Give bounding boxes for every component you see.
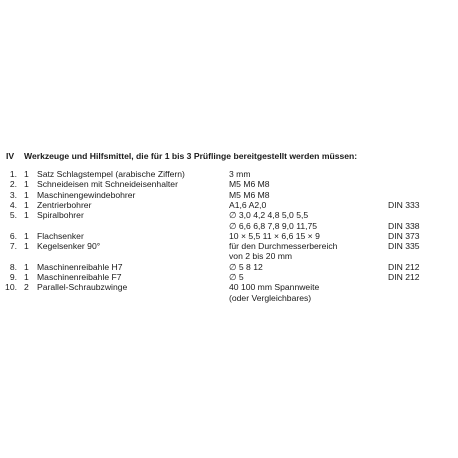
item-quantity: 1 (24, 199, 29, 210)
item-quantity: 1 (24, 241, 29, 252)
item-quantity: 2 (24, 282, 29, 293)
item-specification: ∅ 5 (229, 272, 244, 282)
list-item (0, 222, 458, 232)
section-title: Werkzeuge und Hilfsmittel, die für 1 bis 3 Prüflinge bereitgestellt werden müssen: (24, 151, 358, 161)
item-description: Maschinengewindebohrer (37, 189, 136, 200)
item-description: Parallel-Schraubzwinge (37, 282, 128, 293)
item-specification: A1,6 A2,0 (229, 199, 267, 210)
item-standard: DIN 338 (388, 220, 420, 231)
item-number: 8. (9, 261, 17, 272)
section-heading (0, 152, 458, 164)
item-standard: DIN 333 (388, 199, 420, 210)
item-specification: ∅ 6,6 6,8 7,8 9,0 11,75 (229, 220, 318, 231)
item-specification: ∅ 3,0 4,2 4,8 5,0 5,5 (229, 210, 309, 221)
item-quantity: 1 (24, 272, 29, 282)
item-standard: DIN 335 (388, 241, 420, 252)
item-number: 1. (9, 169, 17, 179)
item-standard: DIN 212 (388, 261, 420, 272)
list-item (0, 294, 458, 304)
item-number: 10. (5, 282, 17, 293)
item-specification: für den Durchmesserbereich (229, 241, 338, 252)
item-description: Schneideisen mit Schneideisenhalter (37, 179, 178, 190)
item-quantity: 1 (24, 210, 29, 221)
item-specification: ∅ 5 8 12 (229, 261, 263, 272)
list-item (0, 180, 458, 190)
item-description: Zentrierbohrer (37, 199, 92, 210)
item-standard: DIN 212 (388, 272, 420, 282)
list-item (0, 283, 458, 293)
item-description: Kegelsenker 90° (37, 241, 101, 252)
item-number: 6. (9, 230, 17, 241)
item-specification: 3 mm (229, 169, 251, 179)
item-quantity: 1 (24, 169, 29, 179)
item-number: 4. (9, 199, 17, 210)
item-description: Flachsenker (37, 230, 84, 241)
item-standard: DIN 373 (388, 230, 420, 241)
item-specification: 40 100 mm Spannweite (229, 282, 320, 293)
item-quantity: 1 (24, 230, 29, 241)
item-specification: M5 M6 M8 (229, 179, 270, 190)
list-item (0, 211, 458, 221)
item-specification: M5 M6 M8 (229, 189, 270, 200)
item-specification: 10 × 5,5 11 × 6,6 15 × 9 (229, 230, 320, 241)
item-description: Maschinenreibahle F7 (37, 272, 122, 282)
item-number: 2. (9, 179, 17, 190)
item-specification: (oder Vergleichbares) (229, 292, 312, 303)
item-number: 7. (9, 241, 17, 252)
item-description: Maschinenreibahle H7 (37, 261, 123, 272)
item-number: 3. (9, 189, 17, 200)
item-number: 5. (9, 210, 17, 221)
item-quantity: 1 (24, 179, 29, 190)
item-description: Spiralbohrer (37, 210, 84, 221)
item-quantity: 1 (24, 189, 29, 200)
section-number: IV (6, 151, 15, 161)
item-description: Satz Schlagstempel (arabische Ziffern) (37, 169, 185, 179)
item-specification: von 2 bis 20 mm (229, 251, 293, 262)
item-number: 9. (9, 272, 17, 282)
list-item (0, 252, 458, 262)
item-quantity: 1 (24, 261, 29, 272)
